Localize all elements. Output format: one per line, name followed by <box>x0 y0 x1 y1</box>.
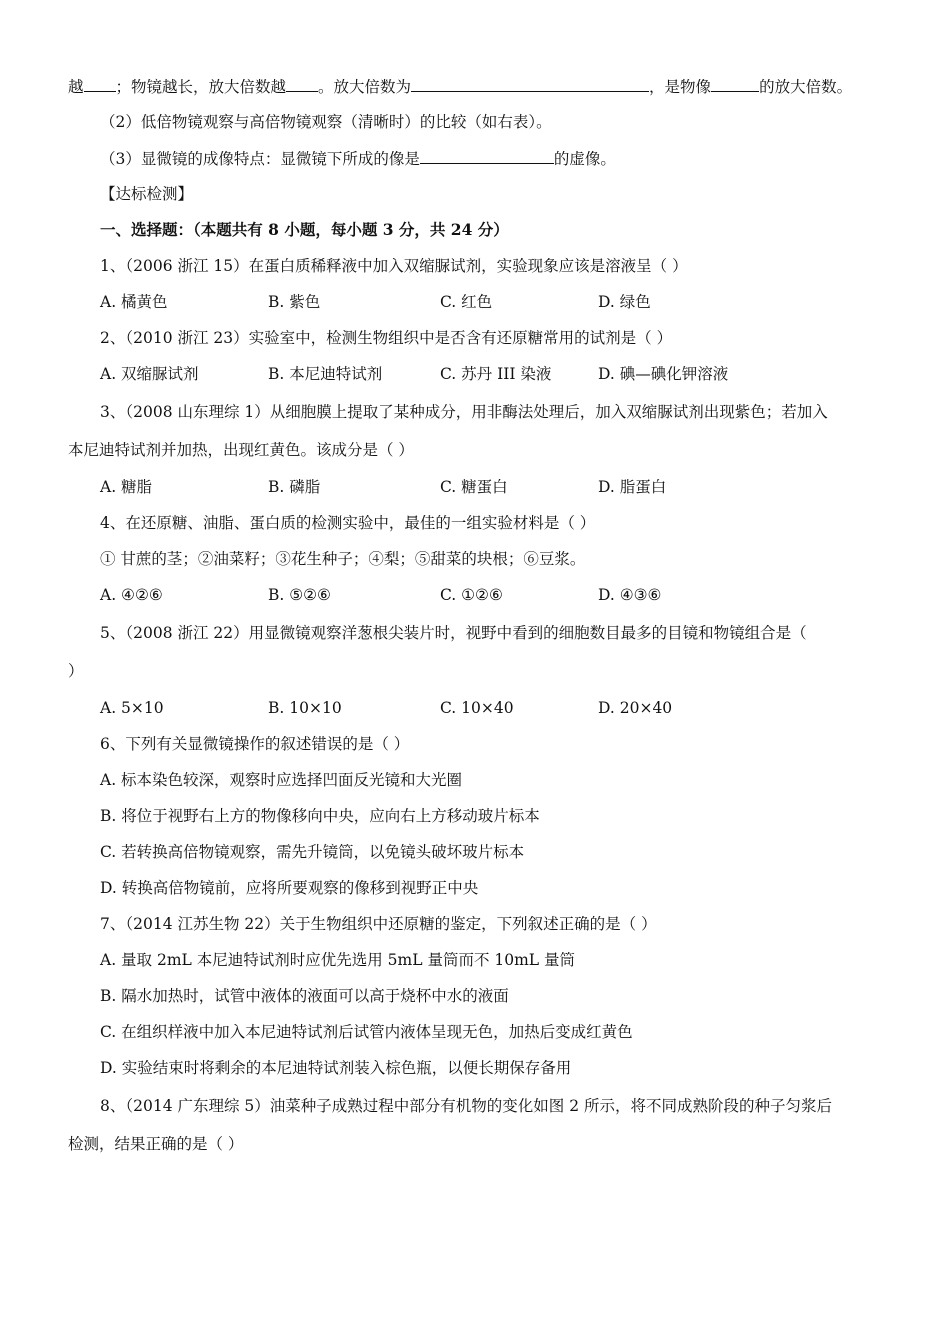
option-d[interactable]: D. 脂蛋白 <box>598 478 667 496</box>
option-a[interactable]: A. 橘黄色 <box>100 293 168 311</box>
option-d[interactable]: D. 转换高倍物镜前，应将所要观察的像移到视野正中央 <box>100 879 479 897</box>
material-list: ① 甘蔗的茎；②油菜籽；③花生种子；④梨；⑤甜菜的块根；⑥豆浆。 <box>100 550 586 568</box>
intro-text: ，是物像 <box>649 78 712 96</box>
question-stem: 1、（2006 浙江 15）在蛋白质稀释液中加入双缩脲试剂，实验现象应该是溶液呈（ ） <box>100 257 688 275</box>
intro-text: 的放大倍数。 <box>759 78 853 96</box>
option-b[interactable]: B. 磷脂 <box>268 478 321 496</box>
option-c[interactable]: C. 红色 <box>440 293 493 311</box>
answer-blank[interactable] <box>286 76 318 92</box>
question-stem-continued: 检测，结果正确的是（ ） <box>68 1135 244 1153</box>
option-a[interactable]: A. 糖脂 <box>100 478 153 496</box>
question-stem: 7、（2014 江苏生物 22）关于生物组织中还原糖的鉴定，下列叙述正确的是（ ） <box>100 915 657 933</box>
option-c[interactable]: C. 在组织样液中加入本尼迪特试剂后试管内液体呈现无色，加热后变成红黄色 <box>100 1023 633 1041</box>
option-d[interactable]: D. 20×40 <box>598 699 673 717</box>
answer-blank[interactable] <box>420 148 554 164</box>
option-a[interactable]: A. 标本染色较深，观察时应选择凹面反光镜和大光圈 <box>100 771 463 789</box>
question-stem: 2、（2010 浙江 23）实验室中，检测生物组织中是否含有还原糖常用的试剂是（ ） <box>100 329 673 347</box>
option-b[interactable]: B. 隔水加热时，试管中液体的液面可以高于烧杯中水的液面 <box>100 987 509 1005</box>
intro-text: （3）显微镜的成像特点：显微镜下所成的像是 <box>100 150 420 168</box>
question-stem-continued: 本尼迪特试剂并加热，出现红黄色。该成分是（ ） <box>68 441 414 459</box>
intro-line-2: （2）低倍物镜观察与高倍物镜观察（清晰时）的比较（如右表）。 <box>100 113 552 131</box>
option-b[interactable]: B. 10×10 <box>268 699 342 717</box>
option-d[interactable]: D. ④③⑥ <box>598 586 662 604</box>
part-title: 一、选择题：（本题共有 8 小题，每小题 3 分，共 24 分） <box>100 220 509 239</box>
intro-line-1 <box>68 76 852 97</box>
answer-blank[interactable] <box>84 76 116 92</box>
option-a[interactable]: A. 5×10 <box>100 699 164 717</box>
answer-blank[interactable] <box>411 76 649 92</box>
section-title: 【达标检测】 <box>100 185 194 203</box>
question-stem: 8、（2014 广东理综 5）油菜种子成熟过程中部分有机物的变化如图 2 所示，将不同成熟阶段的种子匀浆后 <box>100 1097 832 1115</box>
answer-blank[interactable] <box>711 76 759 92</box>
question-stem: 6、下列有关显微镜操作的叙述错误的是（ ） <box>100 735 410 753</box>
option-a[interactable]: A. ④②⑥ <box>100 586 163 604</box>
intro-text: ；物镜越长，放大倍数越 <box>115 78 287 96</box>
option-a[interactable]: A. 量取 2mL 本尼迪特试剂时应优先选用 5mL 量筒而不 10mL 量筒 <box>100 951 576 969</box>
option-c[interactable]: C. 苏丹 III 染液 <box>440 365 552 383</box>
question-stem: 3、（2008 山东理综 1）从细胞膜上提取了某种成分，用非酶法处理后，加入双缩脲试剂出现紫色；若加入 <box>100 403 828 421</box>
intro-text: 。放大倍数为 <box>318 78 412 96</box>
option-b[interactable]: B. ⑤②⑥ <box>268 586 331 604</box>
intro-line-3 <box>100 148 616 169</box>
option-d[interactable]: D. 碘—碘化钾溶液 <box>598 365 729 383</box>
option-b[interactable]: B. 将位于视野右上方的物像移向中央，应向右上方移动玻片标本 <box>100 807 540 825</box>
option-d[interactable]: D. 实验结束时将剩余的本尼迪特试剂装入棕色瓶，以便长期保存备用 <box>100 1059 572 1077</box>
intro-text: 的虚像。 <box>553 150 616 168</box>
option-c[interactable]: C. ①②⑥ <box>440 586 503 604</box>
question-stem: 4、在还原糖、油脂、蛋白质的检测实验中，最佳的一组实验材料是（ ） <box>100 514 596 532</box>
option-b[interactable]: B. 本尼迪特试剂 <box>268 365 383 383</box>
intro-text: 越 <box>68 78 84 96</box>
question-stem: 5、（2008 浙江 22）用显微镜观察洋葱根尖装片时，视野中看到的细胞数目最多的目镜和物镜组合是（ <box>100 624 807 642</box>
option-b[interactable]: B. 紫色 <box>268 293 321 311</box>
option-c[interactable]: C. 糖蛋白 <box>440 478 508 496</box>
option-d[interactable]: D. 绿色 <box>598 293 651 311</box>
option-c[interactable]: C. 10×40 <box>440 699 514 717</box>
question-stem-continued: ） <box>68 662 84 680</box>
option-a[interactable]: A. 双缩脲试剂 <box>100 365 199 383</box>
option-c[interactable]: C. 若转换高倍物镜观察，需先升镜筒，以免镜头破坏玻片标本 <box>100 843 525 861</box>
